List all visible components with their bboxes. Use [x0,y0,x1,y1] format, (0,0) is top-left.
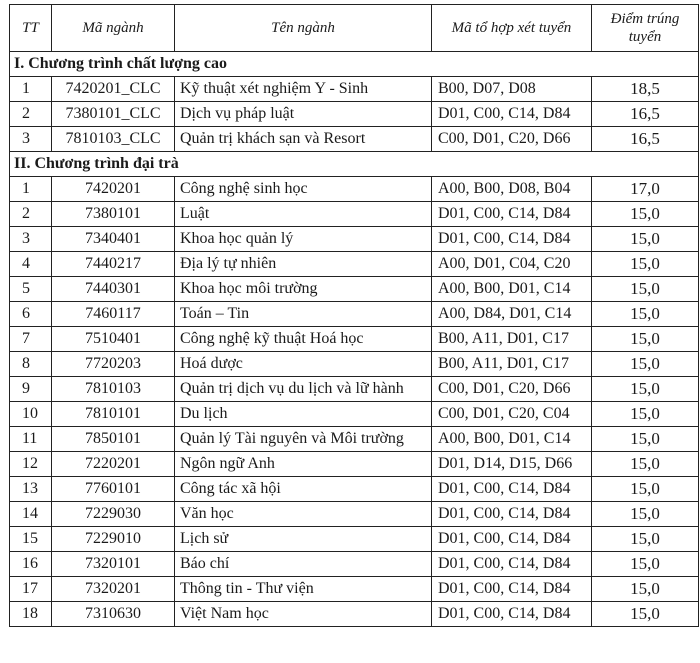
subject-combination: D01, C00, C14, D84 [432,602,592,627]
table-row [10,552,699,577]
row-number: 15 [10,527,52,552]
section-title: II. Chương trình đại trà [10,152,699,177]
table-row [10,452,699,477]
row-number: 2 [10,202,52,227]
table-row [10,327,699,352]
table-row [10,502,699,527]
admission-score: 15,0 [592,477,699,502]
major-code: 7380101_CLC [52,102,175,127]
row-number: 16 [10,552,52,577]
major-code: 7810103 [52,377,175,402]
admission-score: 15,0 [592,252,699,277]
row-number: 18 [10,602,52,627]
major-name: Khoa học quản lý [175,227,432,252]
section-title: I. Chương trình chất lượng cao [10,52,699,77]
header-major-code: Mã ngành [52,5,175,52]
major-code: 7320201 [52,577,175,602]
header-tt: TT [10,5,52,52]
row-number: 7 [10,327,52,352]
header-combination: Mã tổ hợp xét tuyển [432,5,592,52]
major-name: Công nghệ sinh học [175,177,432,202]
table-row [10,127,699,152]
row-number: 17 [10,577,52,602]
admission-score: 15,0 [592,377,699,402]
major-name: Kỹ thuật xét nghiệm Y - Sinh [175,77,432,102]
subject-combination: C00, D01, C20, D66 [432,377,592,402]
table-row [10,177,699,202]
table-row [10,602,699,627]
admission-score: 15,0 [592,602,699,627]
admission-score: 15,0 [592,527,699,552]
row-number: 6 [10,302,52,327]
row-number: 10 [10,402,52,427]
major-code: 7440217 [52,252,175,277]
major-code: 7850101 [52,427,175,452]
major-code: 7510401 [52,327,175,352]
major-name: Công tác xã hội [175,477,432,502]
major-code: 7220201 [52,452,175,477]
row-number: 8 [10,352,52,377]
table-row [10,227,699,252]
major-code: 7420201 [52,177,175,202]
admission-score: 15,0 [592,427,699,452]
row-number: 3 [10,227,52,252]
major-code: 7420201_CLC [52,77,175,102]
table-row [10,352,699,377]
major-code: 7810103_CLC [52,127,175,152]
subject-combination: D01, D14, D15, D66 [432,452,592,477]
row-number: 3 [10,127,52,152]
major-code: 7460117 [52,302,175,327]
major-name: Luật [175,202,432,227]
table-row [10,427,699,452]
table-header-row [10,5,699,52]
major-code: 7229030 [52,502,175,527]
admission-score: 15,0 [592,277,699,302]
major-code: 7760101 [52,477,175,502]
admission-score: 15,0 [592,302,699,327]
major-code: 7440301 [52,277,175,302]
admission-score: 16,5 [592,127,699,152]
major-name: Hoá dược [175,352,432,377]
row-number: 1 [10,177,52,202]
row-number: 9 [10,377,52,402]
table-row [10,377,699,402]
admission-scores-table [9,4,699,627]
major-code: 7720203 [52,352,175,377]
major-name: Ngôn ngữ Anh [175,452,432,477]
major-name: Địa lý tự nhiên [175,252,432,277]
row-number: 13 [10,477,52,502]
row-number: 14 [10,502,52,527]
table-row [10,577,699,602]
subject-combination: D01, C00, C14, D84 [432,577,592,602]
major-name: Toán – Tin [175,302,432,327]
row-number: 2 [10,102,52,127]
admission-score: 15,0 [592,352,699,377]
major-name: Văn học [175,502,432,527]
major-name: Du lịch [175,402,432,427]
subject-combination: D01, C00, C14, D84 [432,527,592,552]
table-row [10,302,699,327]
admission-score: 15,0 [592,452,699,477]
row-number: 5 [10,277,52,302]
admission-score: 15,0 [592,402,699,427]
admission-score: 15,0 [592,502,699,527]
subject-combination: B00, A11, D01, C17 [432,352,592,377]
admission-score: 18,5 [592,77,699,102]
major-name: Quản trị dịch vụ du lịch và lữ hành [175,377,432,402]
major-code: 7320101 [52,552,175,577]
subject-combination: A00, D01, C04, C20 [432,252,592,277]
major-code: 7380101 [52,202,175,227]
major-name: Quản lý Tài nguyên và Môi trường [175,427,432,452]
section-row [10,52,699,77]
major-name: Báo chí [175,552,432,577]
major-code: 7229010 [52,527,175,552]
subject-combination: C00, D01, C20, C04 [432,402,592,427]
table-row [10,202,699,227]
subject-combination: D01, C00, C14, D84 [432,502,592,527]
subject-combination: C00, D01, C20, D66 [432,127,592,152]
admission-score: 16,5 [592,102,699,127]
subject-combination: D01, C00, C14, D84 [432,202,592,227]
major-name: Dịch vụ pháp luật [175,102,432,127]
admission-score: 15,0 [592,202,699,227]
subject-combination: D01, C00, C14, D84 [432,227,592,252]
table-row [10,277,699,302]
major-name: Khoa học môi trường [175,277,432,302]
major-name: Công nghệ kỹ thuật Hoá học [175,327,432,352]
table-row [10,402,699,427]
subject-combination: D01, C00, C14, D84 [432,552,592,577]
admission-score: 15,0 [592,552,699,577]
subject-combination: B00, D07, D08 [432,77,592,102]
subject-combination: B00, A11, D01, C17 [432,327,592,352]
subject-combination: A00, B00, D01, C14 [432,277,592,302]
header-score: Điểm trúng tuyển [592,5,699,52]
table-row [10,77,699,102]
table-row [10,477,699,502]
row-number: 1 [10,77,52,102]
table-row [10,102,699,127]
row-number: 11 [10,427,52,452]
row-number: 12 [10,452,52,477]
header-major-name: Tên ngành [175,5,432,52]
major-name: Thông tin - Thư viện [175,577,432,602]
subject-combination: A00, B00, D01, C14 [432,427,592,452]
admission-score: 15,0 [592,227,699,252]
subject-combination: D01, C00, C14, D84 [432,477,592,502]
table-row [10,252,699,277]
major-code: 7340401 [52,227,175,252]
major-code: 7810101 [52,402,175,427]
major-name: Quản trị khách sạn và Resort [175,127,432,152]
major-code: 7310630 [52,602,175,627]
admission-score: 15,0 [592,327,699,352]
major-name: Lịch sử [175,527,432,552]
admission-score: 15,0 [592,577,699,602]
subject-combination: A00, D84, D01, C14 [432,302,592,327]
row-number: 4 [10,252,52,277]
section-row [10,152,699,177]
subject-combination: A00, B00, D08, B04 [432,177,592,202]
table-body [10,52,699,627]
admission-score: 17,0 [592,177,699,202]
subject-combination: D01, C00, C14, D84 [432,102,592,127]
major-name: Việt Nam học [175,602,432,627]
table-row [10,527,699,552]
